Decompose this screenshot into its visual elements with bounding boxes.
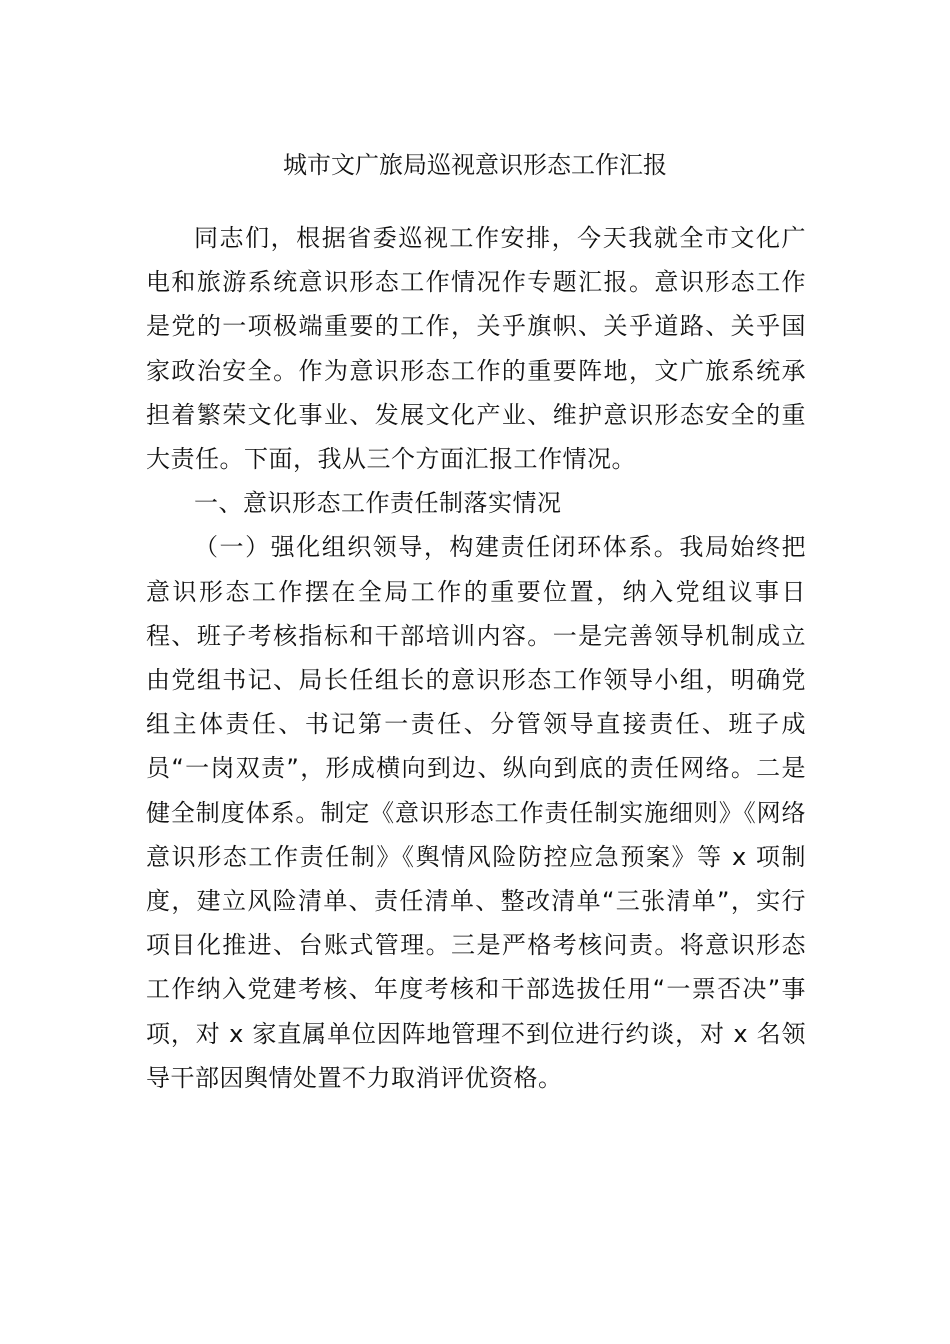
section-heading-1: 一、意识形态工作责任制落实情况 (194, 489, 562, 518)
section-1-paragraph-1: （一）强化组织领导，构建责任闭环体系。我局始终把意识形态工作摆在全局工作的重要位置，纳入党组议事日程、班子考核指标和干部培训内容。一是完善领导机制成立由党组书记、局长任组长的意识形态工作领导小组，明确党组主体责任、书记第一责任、分管领导直接责任、班子成员“一岗双责”，形成横向到边、纵向到底的责任网络。二是健全制度体系。制定《意识形态工作责任制实施细则》《网络意识形态工作责任制》《舆情风险防控应急预案》等 x 项制度，建立风险清单、责任清单、整改清单“三张清单”，实行项目化推进、台账式管理。三是严格考核问责。将意识形态工作纳入党建考核、年度考核和干部选拔任用“一票否决”事项，对 x 家直属单位因阵地管理不到位进行约谈，对 x 名领导干部因舆情处置不力取消评优资格。 (146, 533, 806, 1092)
intro-paragraph: 同志们，根据省委巡视工作安排，今天我就全市文化广电和旅游系统意识形态工作情况作专题汇报。意识形态工作是党的一项极端重要的工作，关乎旗帜、关乎道路、关乎国家政治安全。作为意识形态工作的重要阵地，文广旅系统承担着繁荣文化事业、发展文化产业、维护意识形态安全的重大责任。下面，我从三个方面汇报工作情况。 (146, 224, 806, 474)
document-title: 城市文广旅局巡视意识形态工作汇报 (283, 151, 667, 179)
document-body (146, 216, 806, 1100)
